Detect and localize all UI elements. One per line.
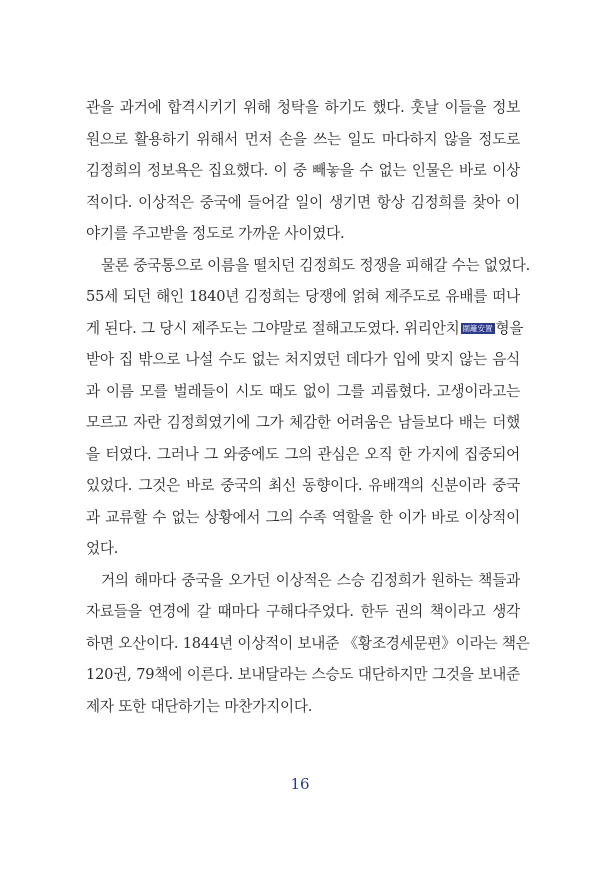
text-line: 제자 또한 대단하기는 마찬가지이다. — [86, 697, 313, 715]
body-text — [86, 92, 531, 722]
text-segment: 게 된다. 그 당시 제주도는 그야말로 절해고도였다. 위리안치 — [86, 319, 460, 337]
text-line: 모르고 자란 김정희였기에 그가 체감한 어려움은 남들보다 배는 더했 — [86, 414, 520, 431]
text-line: 120권, 79책에 이른다. 보내달라는 스승도 대단하지만 그것을 보내준 — [86, 666, 520, 683]
text-line: 원으로 활용하기 위해서 먼저 손을 쓰는 일도 마다하지 않을 정도로 — [86, 130, 520, 148]
hanja-annotation: 圍籬安置 — [462, 323, 493, 333]
page-number: 16 — [290, 775, 310, 793]
text-line: 을 터였다. 그러나 그 와중에도 그의 관심은 오직 한 가지에 집중되어 — [86, 445, 520, 463]
text-line: 55세 되던 해인 1840년 김정희는 당쟁에 얽혀 제주도로 유배를 떠나 — [86, 288, 520, 305]
text-line: 자료들을 연경에 갈 때마다 구해다주었다. 한두 권의 책이라고 생각 — [86, 603, 520, 620]
text-line: 하면 오산이다. 1844년 이상적이 보내준 《황조경세문편》이라는 책은 — [86, 634, 530, 652]
text-line: 었다. — [86, 540, 119, 557]
text-line: 야기를 주고받을 정도로 가까운 사이였다. — [86, 225, 345, 242]
text-line: 물론 중국통으로 이름을 떨치던 김정희도 정쟁을 피해갈 수는 없었다. — [101, 256, 531, 274]
text-line-with-annotation — [86, 313, 524, 345]
paragraph-2 — [86, 250, 531, 565]
text-line: 과 이름 모를 벌레들이 시도 때도 없이 그를 괴롭혔다. 고생이라고는 — [86, 382, 520, 400]
text-line: 거의 해마다 중국을 오가던 이상적은 스승 김정희가 원하는 책들과 — [101, 571, 520, 589]
text-line: 적이다. 이상적은 중국에 들어갈 일이 생기면 항상 김정희를 찾아 이 — [86, 193, 520, 211]
text-line: 관을 과거에 합격시키기 위해 청탁을 하기도 했다. 훗날 이들을 정보 — [86, 99, 520, 116]
text-line: 있었다. 그것은 바로 중국의 최신 동향이다. 유배객의 신분이라 중국 — [86, 477, 520, 494]
paragraph-1 — [86, 92, 520, 250]
text-line: 과 교류할 수 없는 상황에서 그의 수족 역할을 한 이가 바로 이상적이 — [86, 508, 520, 526]
text-line: 김정희의 정보욕은 집요했다. 이 중 빼놓을 수 없는 인물은 바로 이상 — [86, 162, 520, 179]
text-segment: 형을 — [495, 319, 524, 337]
text-line: 받아 집 밖으로 나설 수도 없는 처지였던 데다가 입에 맞지 않는 음식 — [86, 351, 520, 368]
paragraph-3 — [86, 565, 530, 723]
